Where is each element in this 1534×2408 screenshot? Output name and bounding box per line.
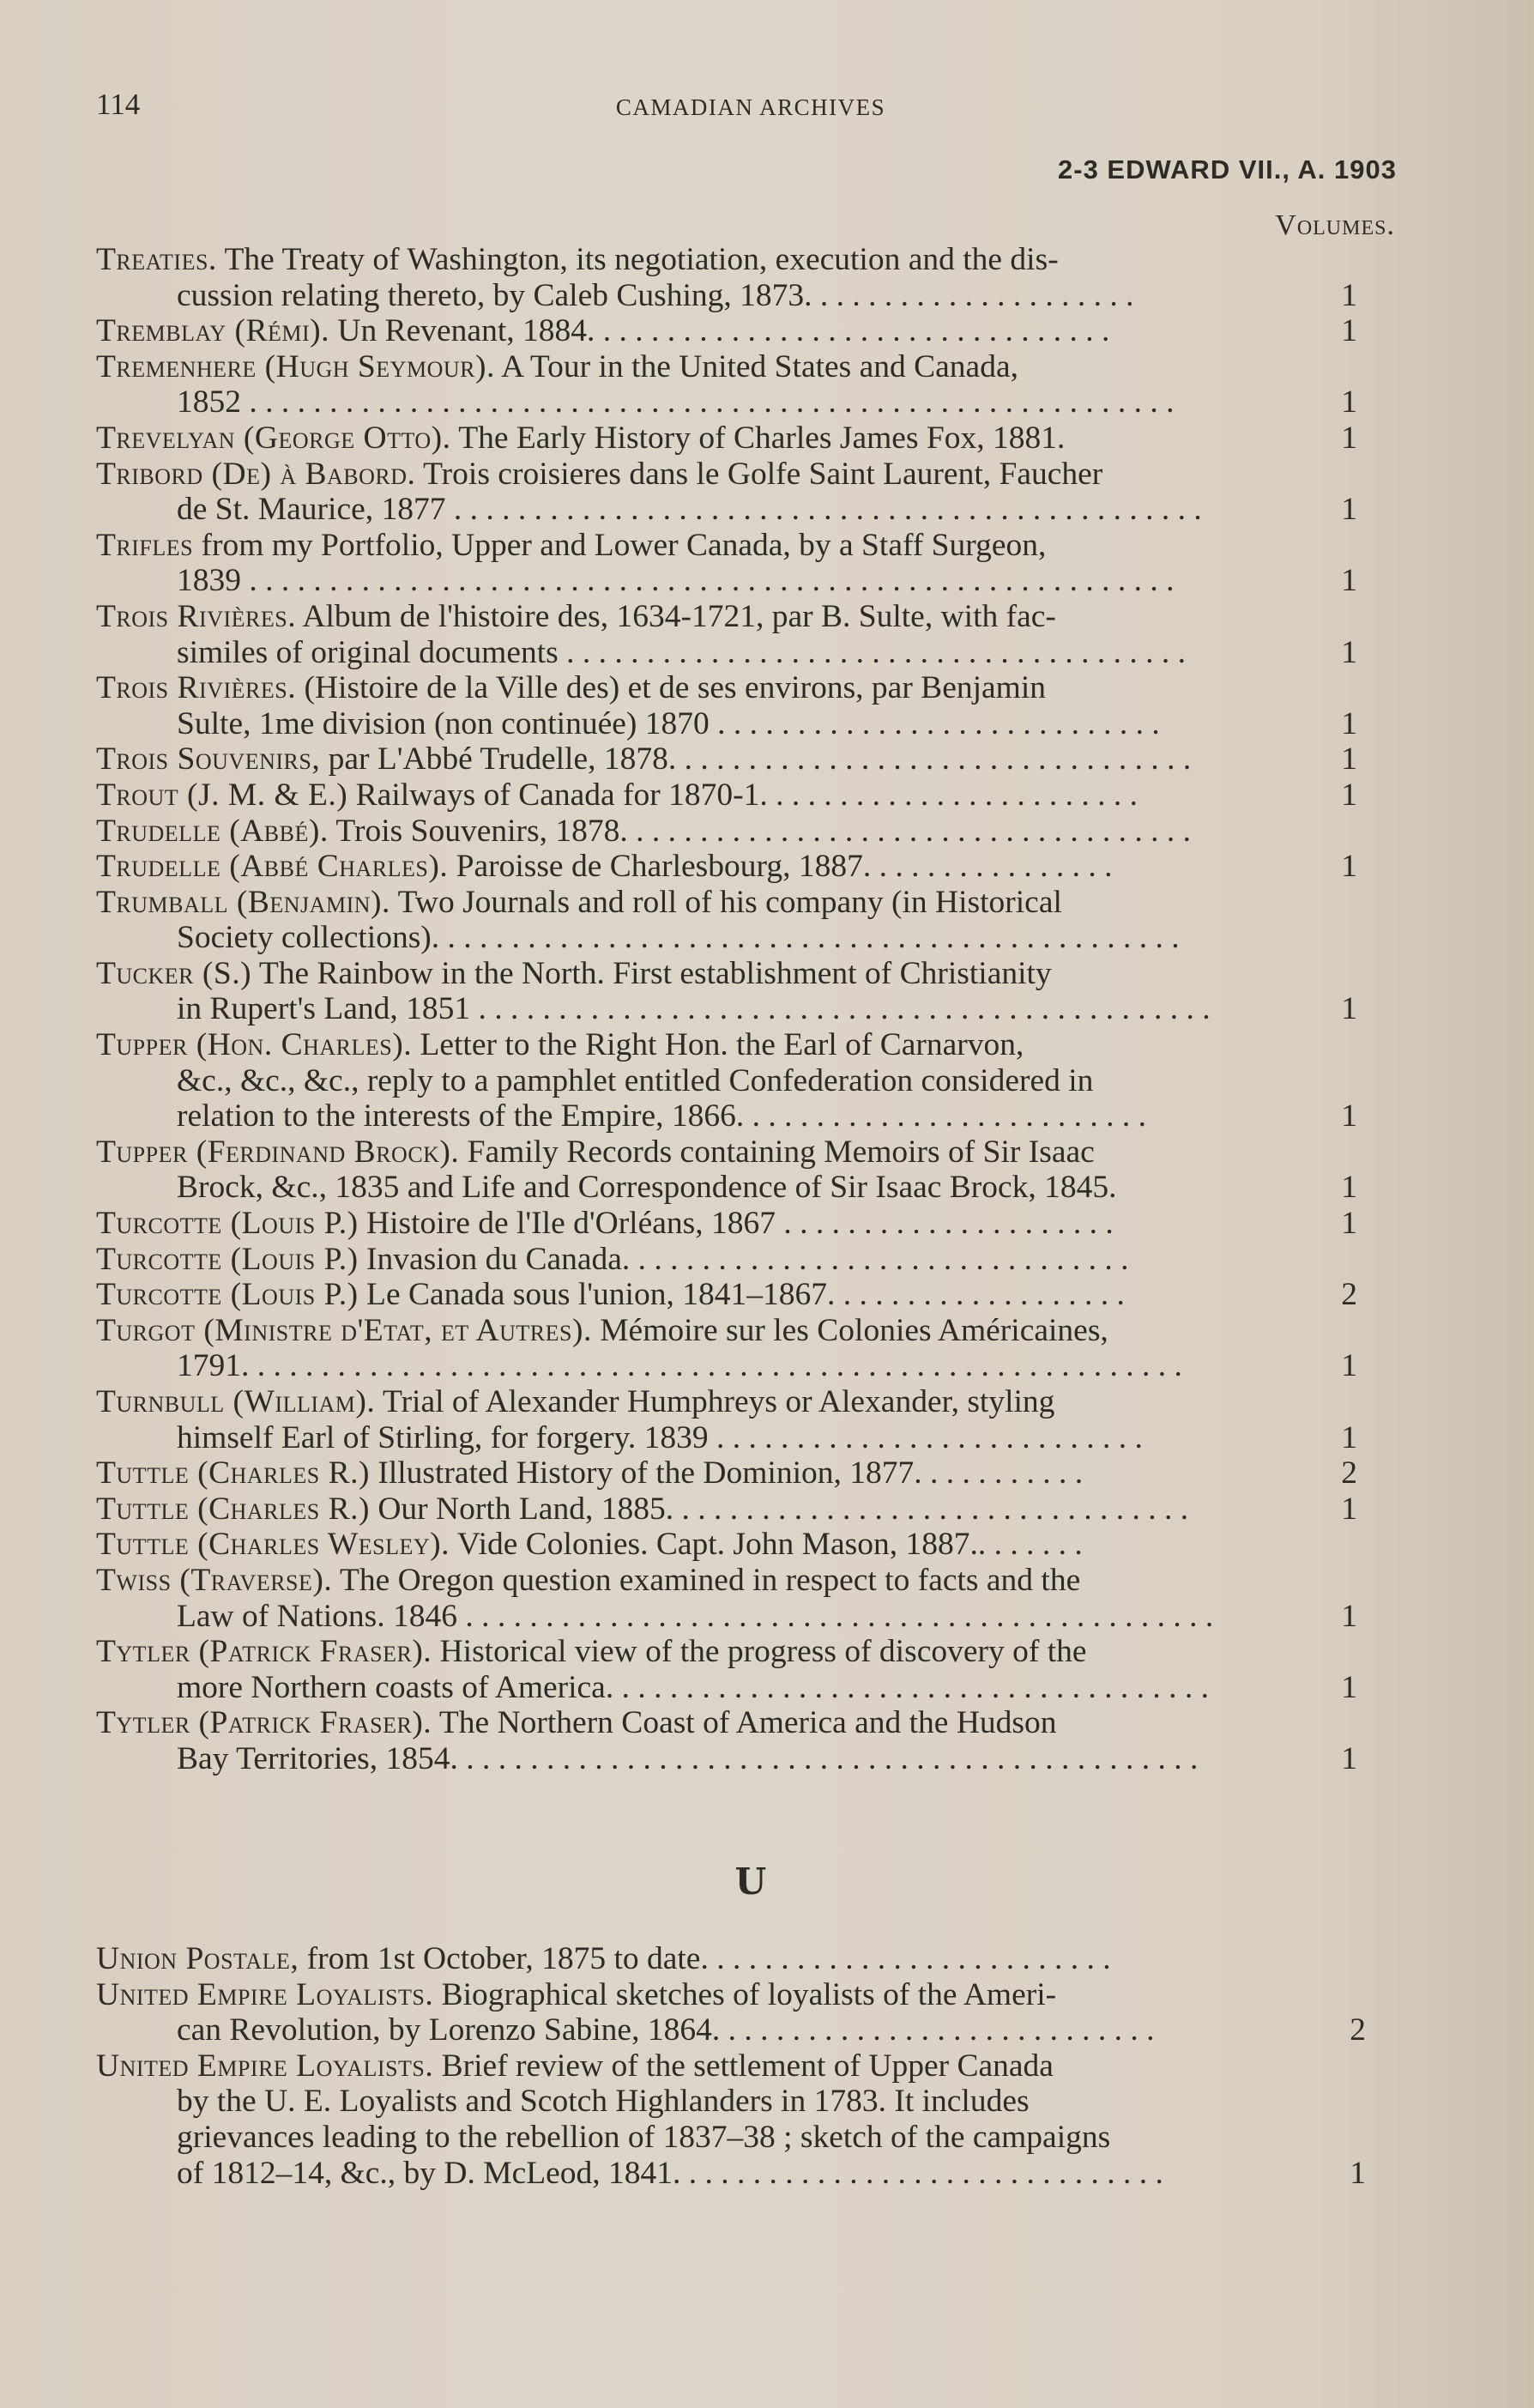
entry-heading: Trois Rivières.	[96, 670, 297, 706]
entry-first-line	[96, 349, 1271, 385]
catalogue-entry	[96, 1134, 1366, 1206]
entry-text: more Northern coasts of America. . . . . . . . . . . . . . . . . . . . . . . . . . . . . . . . . . . . . .	[177, 1669, 1209, 1705]
catalogue-entries-t	[96, 242, 1366, 1777]
entry-continuation-line	[96, 563, 1271, 599]
catalogue-entry	[96, 885, 1366, 956]
catalogue-entry	[96, 242, 1366, 313]
entry-first-line	[96, 528, 1271, 564]
entry-first-line	[96, 1134, 1271, 1171]
entry-heading: Trudelle (Abbé).	[96, 813, 329, 849]
entry-first-line	[96, 670, 1271, 706]
entry-heading: Tucker (S.)	[96, 955, 252, 991]
volume-count: 1	[1350, 2155, 1366, 2191]
entry-text: Family Records containing Memoirs of Sir Isaac	[467, 1134, 1095, 1170]
entry-heading: Tytler (Patrick Fraser).	[96, 1705, 432, 1741]
entry-text: (Histoire de la Ville des) et de ses environs, par Benjamin	[304, 670, 1046, 706]
catalogue-entry	[96, 1027, 1366, 1134]
volume-count: 1	[1341, 1740, 1357, 1776]
entry-first-line	[96, 599, 1271, 635]
entry-first-line	[96, 1277, 1271, 1313]
entry-heading: Trout (J. M. & E.)	[96, 777, 348, 813]
entry-continuation-line	[96, 1420, 1271, 1456]
entry-continuation-line	[96, 991, 1271, 1027]
volume-count: 1	[1341, 777, 1357, 813]
catalogue-entry	[96, 2048, 1374, 2191]
entry-first-line	[96, 741, 1271, 777]
entry-first-line	[96, 2048, 1280, 2084]
entry-first-line	[96, 420, 1271, 457]
entry-continuation-line	[96, 1599, 1271, 1635]
entry-text: Biographical sketches of loyalists of the Ameri-	[441, 1976, 1057, 2012]
entry-first-line	[96, 1491, 1271, 1528]
volume-count: 1	[1341, 1098, 1357, 1134]
entry-heading: Tupper (Hon. Charles).	[96, 1027, 413, 1063]
volume-count: 1	[1341, 420, 1357, 456]
volume-count: 1	[1341, 1348, 1357, 1384]
entry-text: Law of Nations. 1846 . . . . . . . . . . . . . . . . . . . . . . . . . . . . . . . . . . . . . . . . . . . . . . .	[177, 1598, 1214, 1634]
entry-text: Illustrated History of the Dominion, 1877. . . . . . . . . . .	[377, 1455, 1084, 1491]
running-title: CAMADIAN ARCHIVES	[615, 94, 886, 120]
catalogue-entry	[96, 528, 1366, 599]
entry-continuation-line	[96, 2156, 1280, 2192]
entry-text: Two Journals and roll of his company (in Historical	[397, 884, 1062, 920]
entry-continuation-line	[96, 2084, 1280, 2120]
catalogue-entry	[96, 1977, 1374, 2048]
entry-continuation-line	[96, 278, 1271, 314]
entry-text: Histoire de l'Ile d'Orléans, 1867 . . . . . . . . . . . . . . . . . . . . .	[366, 1206, 1114, 1242]
entry-first-line	[96, 777, 1271, 814]
entry-continuation-line	[96, 1098, 1271, 1134]
catalogue-entry	[96, 1563, 1366, 1634]
catalogue-entry	[96, 741, 1366, 777]
entry-continuation-line	[96, 492, 1271, 528]
volume-count: 1	[1341, 1170, 1357, 1206]
entry-heading: Trudelle (Abbé Charles).	[96, 849, 449, 885]
catalogue-entry	[96, 956, 1366, 1027]
entry-text: Railways of Canada for 1870-1. . . . . . . . . . . . . . . . . . . . . . . .	[355, 777, 1138, 813]
entry-text: cussion relating thereto, by Caleb Cushing, 1873. . . . . . . . . . . . . . . . . . . . .	[177, 277, 1134, 313]
entry-text: Trois croisieres dans le Golfe Saint Laurent, Faucher	[423, 456, 1103, 492]
catalogue-entry	[96, 1206, 1366, 1242]
entry-text: Sulte, 1me division (non continuée) 1870 . . . . . . . . . . . . . . . . . . . . . . . . . . . .	[177, 705, 1160, 741]
session-label: 2-3 EDWARD VII., A. 1903	[1058, 154, 1397, 185]
entry-text: Historical view of the progress of discovery of the	[439, 1634, 1087, 1670]
entry-heading: United Empire Loyalists.	[96, 2048, 434, 2084]
catalogue-entry	[96, 670, 1366, 741]
entry-first-line	[96, 1563, 1271, 1599]
volume-count: 1	[1341, 634, 1357, 670]
entry-text: Brock, &c., 1835 and Life and Correspondence of Sir Isaac Brock, 1845.	[177, 1170, 1117, 1206]
volume-count: 1	[1341, 313, 1357, 349]
catalogue-entry	[96, 1527, 1366, 1563]
catalogue-entry	[96, 420, 1366, 457]
entry-continuation-line	[96, 706, 1271, 742]
entry-text: The Treaty of Washington, its negotiation, execution and the dis-	[224, 242, 1059, 277]
entry-heading: Tremblay (Rémi).	[96, 313, 330, 349]
catalogue-entry	[96, 1242, 1366, 1278]
entry-heading: Trois Souvenirs,	[96, 741, 321, 777]
entry-text: Un Revenant, 1884. . . . . . . . . . . . . . . . . . . . . . . . . . . . . . . . .	[337, 313, 1110, 349]
catalogue-entry	[96, 313, 1366, 349]
entry-text: The Northern Coast of America and the Hudson	[438, 1705, 1057, 1741]
entry-continuation-line	[96, 1741, 1271, 1777]
catalogue-entry	[96, 1941, 1374, 1977]
entry-heading: Union Postale,	[96, 1941, 299, 1976]
entry-text: grievances leading to the rebellion of 1837–38 ; sketch of the campaigns	[177, 2119, 1111, 2155]
volume-count: 1	[1341, 1206, 1357, 1242]
entry-heading: Trois Rivières.	[96, 598, 297, 634]
entry-text: Society collections). . . . . . . . . . . . . . . . . . . . . . . . . . . . . . . . . . . . . . . . . . . . . . .	[177, 920, 1180, 956]
entry-text: similes of original documents . . . . . . . . . . . . . . . . . . . . . . . . . . . . . . . . . . . . . . .	[177, 634, 1186, 670]
entry-continuation-line	[96, 384, 1271, 420]
entry-continuation-line	[96, 1348, 1271, 1384]
catalogue-entry	[96, 1384, 1366, 1455]
entry-first-line	[96, 1527, 1271, 1563]
volume-count: 1	[1341, 384, 1357, 420]
entry-first-line	[96, 849, 1271, 885]
entry-continuation-line	[96, 635, 1271, 671]
catalogue-entry	[96, 814, 1366, 850]
entry-first-line	[96, 1027, 1271, 1063]
entry-first-line	[96, 457, 1271, 493]
entry-heading: Tuttle (Charles Wesley).	[96, 1527, 450, 1563]
entry-continuation-line	[96, 1670, 1271, 1706]
catalogue-entry	[96, 1277, 1366, 1313]
entry-heading: Turnbull (William).	[96, 1384, 376, 1419]
entry-text: Our North Land, 1885. . . . . . . . . . . . . . . . . . . . . . . . . . . . . . . . .	[377, 1491, 1189, 1527]
entry-text: &c., &c., &c., reply to a pamphlet entitled Confederation considered in	[177, 1062, 1094, 1098]
entry-text: from 1st October, 1875 to date. . . . . . . . . . . . . . . . . . . . . . . . . .	[306, 1941, 1111, 1976]
entry-first-line	[96, 1941, 1280, 1977]
volume-count: 1	[1341, 705, 1357, 741]
catalogue-entry	[96, 457, 1366, 528]
volume-count: 2	[1341, 1455, 1357, 1491]
entry-heading: Tuttle (Charles R.)	[96, 1491, 370, 1527]
entry-text: Paroisse de Charlesbourg, 1887. . . . . . . . . . . . . . . .	[456, 849, 1113, 885]
entry-text: by the U. E. Loyalists and Scotch Highlanders in 1783. It includes	[177, 2084, 1030, 2120]
entry-continuation-line	[96, 2012, 1280, 2048]
entry-heading: United Empire Loyalists.	[96, 1976, 434, 2012]
entry-first-line	[96, 1977, 1280, 2013]
entry-heading: Turcotte (Louis P.)	[96, 1241, 359, 1277]
volume-count: 1	[1341, 1491, 1357, 1527]
catalogue-entry	[96, 849, 1366, 885]
entry-text: 1839 . . . . . . . . . . . . . . . . . . . . . . . . . . . . . . . . . . . . . . . . . . . . . . . . . . . . . . . . . .	[177, 563, 1175, 599]
entry-text: Mémoire sur les Colonies Américaines,	[600, 1312, 1108, 1348]
entry-first-line	[96, 1705, 1271, 1741]
entry-first-line	[96, 242, 1271, 278]
entry-text: relation to the interests of the Empire, 1866. . . . . . . . . . . . . . . . . . . . . . . . . .	[177, 1098, 1147, 1134]
volume-count: 1	[1341, 991, 1357, 1027]
entry-heading: Tytler (Patrick Fraser).	[96, 1634, 432, 1670]
entry-continuation-line	[96, 2120, 1280, 2156]
entry-first-line	[96, 1242, 1271, 1278]
entry-text: Brief review of the settlement of Upper Canada	[441, 2048, 1054, 2084]
entry-heading: Trifles	[96, 527, 194, 563]
entry-text: Letter to the Right Hon. the Earl of Carnarvon,	[420, 1027, 1024, 1063]
entry-heading: Tribord (De) à Babord.	[96, 456, 416, 492]
volume-count: 1	[1341, 1669, 1357, 1705]
entry-first-line	[96, 1455, 1271, 1491]
catalogue-entry	[96, 1705, 1366, 1776]
entry-heading: Turcotte (Louis P.)	[96, 1206, 359, 1242]
entry-text: A Tour in the United States and Canada,	[501, 348, 1018, 384]
page-number: 114	[96, 88, 141, 121]
entry-text: Invasion du Canada. . . . . . . . . . . . . . . . . . . . . . . . . . . . . . . .	[366, 1241, 1129, 1277]
entry-heading: Twiss (Traverse).	[96, 1562, 333, 1598]
entry-heading: Treaties.	[96, 242, 217, 277]
entry-heading: Tupper (Ferdinand Brock).	[96, 1134, 460, 1170]
entry-first-line	[96, 885, 1271, 921]
entry-text: of 1812–14, &c., by D. McLeod, 1841. . . . . . . . . . . . . . . . . . . . . . . . . . . . . . .	[177, 2155, 1163, 2191]
entry-text: Album de l'histoire des, 1634-1721, par B. Sulte, with fac-	[302, 598, 1056, 634]
entry-first-line	[96, 814, 1271, 850]
volumes-column-heading: Volumes.	[1275, 209, 1395, 241]
volume-count: 1	[1341, 492, 1357, 528]
entry-text: Trois Souvenirs, 1878. . . . . . . . . . . . . . . . . . . . . . . . . . . . . . . . . . . .	[335, 813, 1191, 849]
entry-text: Trial of Alexander Humphreys or Alexander, styling	[382, 1384, 1055, 1419]
entry-text: can Revolution, by Lorenzo Sabine, 1864. . . . . . . . . . . . . . . . . . . . . . . . . . . .	[177, 2012, 1155, 2048]
volume-count: 1	[1341, 741, 1357, 777]
entry-heading: Trevelyan (George Otto).	[96, 420, 451, 456]
catalogue-entry	[96, 349, 1366, 420]
catalogue-entry	[96, 599, 1366, 670]
entry-first-line	[96, 1206, 1271, 1242]
entry-heading: Tremenhere (Hugh Seymour).	[96, 348, 495, 384]
catalogue-entry	[96, 1491, 1366, 1528]
entry-text: The Rainbow in the North. First establishment of Christianity	[258, 955, 1052, 991]
entry-continuation-line	[96, 920, 1271, 956]
volume-count: 1	[1341, 1598, 1357, 1634]
entry-text: par L'Abbé Trudelle, 1878. . . . . . . . . . . . . . . . . . . . . . . . . . . . . . . . .	[328, 741, 1192, 777]
entry-text: The Early History of Charles James Fox, 1881.	[458, 420, 1066, 456]
entry-continuation-line	[96, 1063, 1271, 1099]
volume-count: 1	[1341, 849, 1357, 885]
entry-heading: Tuttle (Charles R.)	[96, 1455, 370, 1491]
catalogue-entry	[96, 1313, 1366, 1384]
entry-first-line	[96, 1384, 1271, 1420]
entry-text: 1791. . . . . . . . . . . . . . . . . . . . . . . . . . . . . . . . . . . . . . . . . . . . . . . . . . . . . . . . . . .	[177, 1348, 1182, 1384]
entry-first-line	[96, 1313, 1271, 1349]
entry-text: himself Earl of Stirling, for forgery. 1839 . . . . . . . . . . . . . . . . . . . . . . . . . . .	[177, 1419, 1143, 1455]
section-letter-u: U	[734, 1860, 767, 1903]
catalogue-entry	[96, 1455, 1366, 1491]
entry-heading: Trumball (Benjamin).	[96, 884, 390, 920]
entry-heading: Turcotte (Louis P.)	[96, 1277, 359, 1313]
volume-count: 2	[1341, 1277, 1357, 1313]
catalogue-entry	[96, 1634, 1366, 1705]
entry-first-line	[96, 313, 1271, 349]
entry-text: Vide Colonies. Capt. John Mason, 1887.. . . . . . .	[456, 1527, 1083, 1563]
entry-text: Bay Territories, 1854. . . . . . . . . . . . . . . . . . . . . . . . . . . . . . . . . . . . . . . . . . . . . . .	[177, 1740, 1199, 1776]
entry-text: from my Portfolio, Upper and Lower Canada, by a Staff Surgeon,	[201, 527, 1047, 563]
catalogue-entry	[96, 777, 1366, 814]
entry-text: 1852 . . . . . . . . . . . . . . . . . . . . . . . . . . . . . . . . . . . . . . . . . . . . . . . . . . . . . . . . . .	[177, 384, 1175, 420]
catalogue-entries-u	[96, 1941, 1374, 2191]
entry-first-line	[96, 1634, 1271, 1670]
entry-text: The Oregon question examined in respect to facts and the	[339, 1562, 1081, 1598]
entry-continuation-line	[96, 1170, 1271, 1206]
entry-text: Le Canada sous l'union, 1841–1867. . . . . . . . . . . . . . . . . . .	[366, 1277, 1125, 1313]
volume-count: 1	[1341, 563, 1357, 599]
volume-count: 1	[1341, 1419, 1357, 1455]
entry-text: in Rupert's Land, 1851 . . . . . . . . . . . . . . . . . . . . . . . . . . . . . . . . . . . . . . . . . . . . . .	[177, 991, 1211, 1027]
entry-first-line	[96, 956, 1271, 992]
volume-count: 2	[1350, 2012, 1366, 2048]
entry-heading: Turgot (Ministre d'Etat, et Autres).	[96, 1312, 592, 1348]
entry-text: de St. Maurice, 1877 . . . . . . . . . . . . . . . . . . . . . . . . . . . . . . . . . . . . . . . . . . . . . . .	[177, 492, 1202, 528]
volume-count: 1	[1341, 277, 1357, 313]
